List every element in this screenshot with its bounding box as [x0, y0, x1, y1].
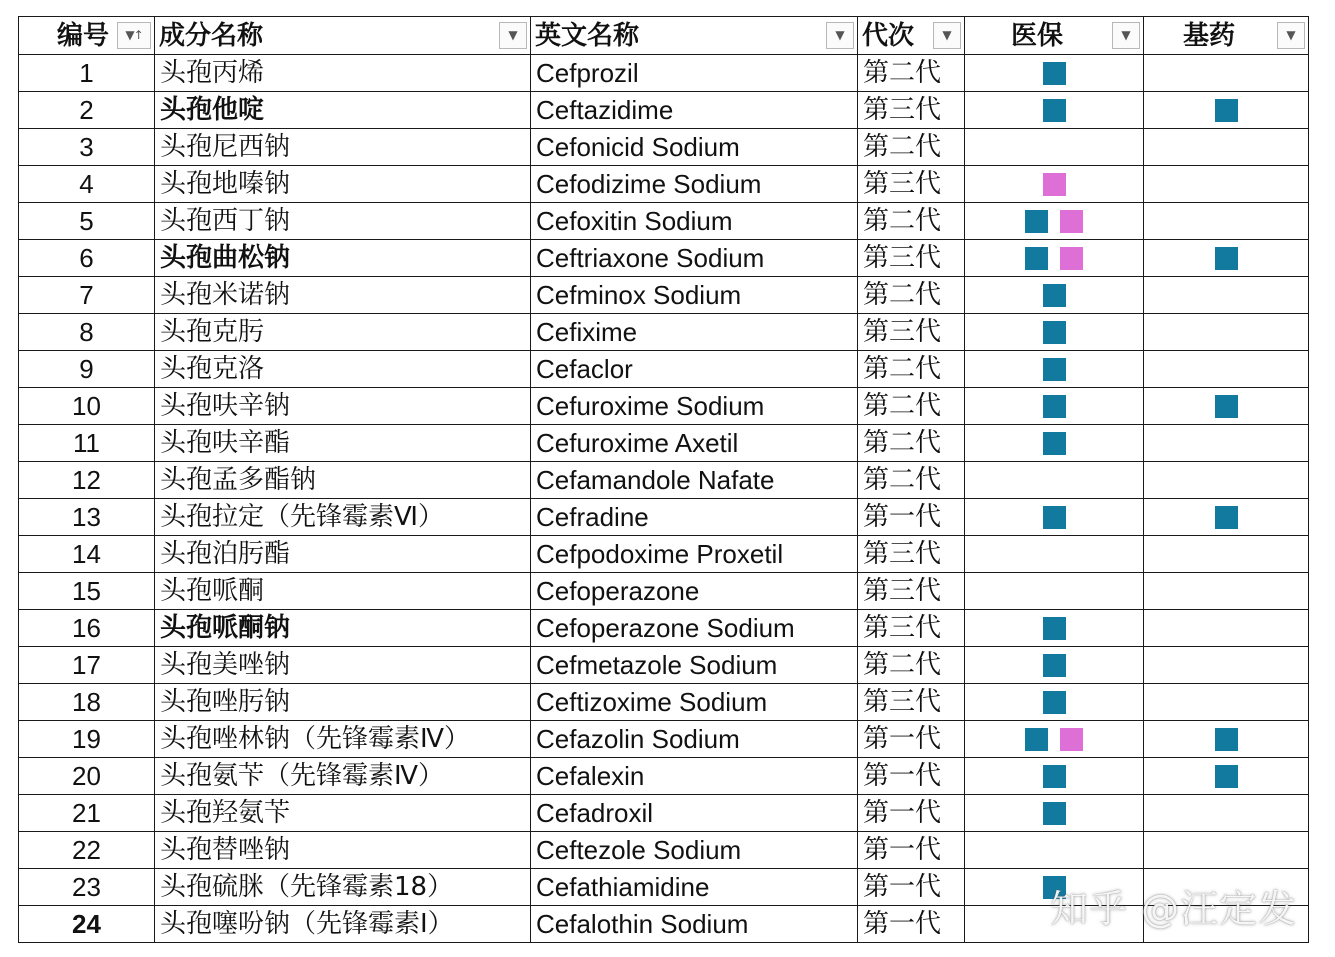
- filter-dropdown-icon[interactable]: ▼: [1277, 22, 1305, 49]
- row-chinese-name[interactable]: 头孢他啶: [155, 92, 531, 129]
- row-generation[interactable]: 第三代: [858, 166, 965, 203]
- insurance-pink-marker: [1060, 728, 1083, 751]
- row-generation[interactable]: 第二代: [858, 647, 965, 684]
- filter-dropdown-icon[interactable]: ▼: [933, 22, 961, 49]
- row-chinese-name[interactable]: 头孢拉定（先锋霉素Ⅵ）: [155, 499, 531, 536]
- row-essential-cell[interactable]: [1144, 129, 1309, 166]
- row-num[interactable]: 21: [19, 795, 155, 832]
- row-insurance-cell[interactable]: [965, 869, 1144, 906]
- table-row: [19, 647, 1309, 684]
- row-num[interactable]: 23: [19, 869, 155, 906]
- row-generation[interactable]: 第三代: [858, 536, 965, 573]
- row-generation[interactable]: 第二代: [858, 277, 965, 314]
- row-chinese-name[interactable]: 头孢硫脒（先锋霉素18）: [155, 869, 531, 906]
- row-generation[interactable]: 第一代: [858, 869, 965, 906]
- row-english-name[interactable]: Cefoxitin Sodium: [531, 203, 858, 240]
- row-insurance-cell[interactable]: [965, 758, 1144, 795]
- row-english-name[interactable]: Ceftizoxime Sodium: [531, 684, 858, 721]
- table-row: [19, 425, 1309, 462]
- row-essential-cell[interactable]: [1144, 906, 1309, 943]
- row-essential-cell[interactable]: [1144, 536, 1309, 573]
- row-chinese-name[interactable]: 头孢地嗪钠: [155, 166, 531, 203]
- row-english-name[interactable]: Cefadroxil: [531, 795, 858, 832]
- insurance-blue-marker: [1043, 691, 1066, 714]
- row-num[interactable]: 10: [19, 388, 155, 425]
- row-insurance-cell[interactable]: [965, 92, 1144, 129]
- row-essential-cell[interactable]: [1144, 647, 1309, 684]
- table-row: [19, 203, 1309, 240]
- row-insurance-cell[interactable]: [965, 277, 1144, 314]
- row-insurance-cell[interactable]: [965, 610, 1144, 647]
- zhihu-watermark: 知乎 @汪定发: [1050, 887, 1298, 931]
- row-essential-cell[interactable]: [1144, 758, 1309, 795]
- row-chinese-name[interactable]: 头孢丙烯: [155, 55, 531, 92]
- row-insurance-cell[interactable]: [965, 906, 1144, 943]
- row-essential-cell[interactable]: [1144, 92, 1309, 129]
- insurance-blue-marker: [1043, 765, 1066, 788]
- filter-dropdown-icon[interactable]: ▼: [1112, 22, 1140, 49]
- insurance-pink-marker: [1060, 247, 1083, 270]
- row-num[interactable]: 14: [19, 536, 155, 573]
- row-essential-cell[interactable]: [1144, 499, 1309, 536]
- row-insurance-cell[interactable]: [965, 240, 1144, 277]
- row-num[interactable]: 4: [19, 166, 155, 203]
- table-row: [19, 388, 1309, 425]
- row-chinese-name[interactable]: 头孢孟多酯钠: [155, 462, 531, 499]
- row-num[interactable]: 5: [19, 203, 155, 240]
- table-row: [19, 906, 1309, 943]
- insurance-blue-marker: [1043, 617, 1066, 640]
- header-generation-label: 代次: [862, 20, 915, 51]
- table-row: [19, 462, 1309, 499]
- table-row: [19, 573, 1309, 610]
- row-english-name[interactable]: Cefminox Sodium: [531, 277, 858, 314]
- row-generation[interactable]: 第三代: [858, 684, 965, 721]
- table-row: [19, 795, 1309, 832]
- row-num[interactable]: 17: [19, 647, 155, 684]
- row-insurance-cell[interactable]: [965, 721, 1144, 758]
- row-english-name[interactable]: Ceftazidime: [531, 92, 858, 129]
- row-generation[interactable]: 第三代: [858, 573, 965, 610]
- row-english-name[interactable]: Cefodizime Sodium: [531, 166, 858, 203]
- row-num[interactable]: 6: [19, 240, 155, 277]
- row-num[interactable]: 24: [19, 906, 155, 943]
- table-row: [19, 536, 1309, 573]
- row-english-name[interactable]: Cefonicid Sodium: [531, 129, 858, 166]
- row-generation[interactable]: 第二代: [858, 203, 965, 240]
- row-chinese-name[interactable]: 头孢哌酮: [155, 573, 531, 610]
- row-num[interactable]: 11: [19, 425, 155, 462]
- row-chinese-name[interactable]: 头孢羟氨苄: [155, 795, 531, 832]
- row-essential-cell[interactable]: [1144, 314, 1309, 351]
- insurance-blue-marker: [1043, 358, 1066, 381]
- row-english-name[interactable]: Cefradine: [531, 499, 858, 536]
- insurance-pink-marker: [1060, 210, 1083, 233]
- row-english-name[interactable]: Cefaclor: [531, 351, 858, 388]
- header-english-name-label: 英文名称: [535, 20, 640, 51]
- row-essential-cell[interactable]: [1144, 425, 1309, 462]
- row-generation[interactable]: 第一代: [858, 832, 965, 869]
- row-chinese-name[interactable]: 头孢呋辛钠: [155, 388, 531, 425]
- essential-blue-marker: [1215, 506, 1238, 529]
- table-row: [19, 610, 1309, 647]
- row-num[interactable]: 7: [19, 277, 155, 314]
- row-insurance-cell[interactable]: [965, 647, 1144, 684]
- row-essential-cell[interactable]: [1144, 240, 1309, 277]
- row-generation[interactable]: 第二代: [858, 462, 965, 499]
- row-num[interactable]: 22: [19, 832, 155, 869]
- header-essential-label: 基药: [1182, 20, 1235, 51]
- row-essential-cell[interactable]: [1144, 832, 1309, 869]
- row-insurance-cell[interactable]: [965, 795, 1144, 832]
- row-chinese-name[interactable]: 头孢氨苄（先锋霉素Ⅳ）: [155, 758, 531, 795]
- table-row: [19, 129, 1309, 166]
- row-num[interactable]: 16: [19, 610, 155, 647]
- row-insurance-cell[interactable]: [965, 573, 1144, 610]
- row-chinese-name[interactable]: 头孢噻吩钠（先锋霉素Ⅰ）: [155, 906, 531, 943]
- row-english-name[interactable]: Cefmetazole Sodium: [531, 647, 858, 684]
- row-essential-cell[interactable]: [1144, 869, 1309, 906]
- row-generation[interactable]: 第一代: [858, 721, 965, 758]
- header-row: [19, 17, 1309, 55]
- row-chinese-name[interactable]: 头孢唑林钠（先锋霉素Ⅳ）: [155, 721, 531, 758]
- row-insurance-cell[interactable]: [965, 536, 1144, 573]
- row-generation[interactable]: 第二代: [858, 388, 965, 425]
- insurance-blue-marker: [1043, 321, 1066, 344]
- row-essential-cell[interactable]: [1144, 795, 1309, 832]
- row-generation[interactable]: 第二代: [858, 351, 965, 388]
- table-row: [19, 166, 1309, 203]
- essential-blue-marker: [1215, 765, 1238, 788]
- insurance-blue-marker: [1043, 506, 1066, 529]
- row-chinese-name[interactable]: 头孢米诺钠: [155, 277, 531, 314]
- table-row: [19, 277, 1309, 314]
- row-num[interactable]: 12: [19, 462, 155, 499]
- row-insurance-cell[interactable]: [965, 203, 1144, 240]
- essential-blue-marker: [1215, 247, 1238, 270]
- row-english-name[interactable]: Cefathiamidine: [531, 869, 858, 906]
- essential-blue-marker: [1215, 728, 1238, 751]
- row-num[interactable]: 1: [19, 55, 155, 92]
- insurance-blue-marker: [1025, 728, 1048, 751]
- header-chinese-name-label: 成分名称: [159, 20, 264, 51]
- row-english-name[interactable]: Cefazolin Sodium: [531, 721, 858, 758]
- row-english-name[interactable]: Cefalothin Sodium: [531, 906, 858, 943]
- row-chinese-name[interactable]: 头孢克洛: [155, 351, 531, 388]
- row-num[interactable]: 15: [19, 573, 155, 610]
- row-chinese-name[interactable]: 头孢替唑钠: [155, 832, 531, 869]
- header-num: [19, 17, 155, 55]
- row-num[interactable]: 8: [19, 314, 155, 351]
- header-generation: [858, 17, 965, 55]
- table-row: [19, 92, 1309, 129]
- row-essential-cell[interactable]: [1144, 55, 1309, 92]
- row-generation[interactable]: 第三代: [858, 610, 965, 647]
- row-english-name[interactable]: Cefalexin: [531, 758, 858, 795]
- row-generation[interactable]: 第二代: [858, 129, 965, 166]
- insurance-blue-marker: [1043, 99, 1066, 122]
- insurance-blue-marker: [1043, 802, 1066, 825]
- table-row: [19, 499, 1309, 536]
- row-num[interactable]: 9: [19, 351, 155, 388]
- row-english-name[interactable]: Cefixime: [531, 314, 858, 351]
- header-chinese-name: [155, 17, 531, 55]
- row-insurance-cell[interactable]: [965, 684, 1144, 721]
- row-english-name[interactable]: Cefuroxime Sodium: [531, 388, 858, 425]
- row-generation[interactable]: 第二代: [858, 55, 965, 92]
- row-essential-cell[interactable]: [1144, 684, 1309, 721]
- row-generation[interactable]: 第一代: [858, 499, 965, 536]
- row-insurance-cell[interactable]: [965, 55, 1144, 92]
- row-english-name[interactable]: Cefpodoxime Proxetil: [531, 536, 858, 573]
- table-row: [19, 314, 1309, 351]
- row-insurance-cell[interactable]: [965, 166, 1144, 203]
- row-generation[interactable]: 第一代: [858, 906, 965, 943]
- row-english-name[interactable]: Ceftezole Sodium: [531, 832, 858, 869]
- header-essential: [1144, 17, 1309, 55]
- row-essential-cell[interactable]: [1144, 388, 1309, 425]
- insurance-blue-marker: [1043, 432, 1066, 455]
- insurance-blue-marker: [1043, 876, 1066, 899]
- row-essential-cell[interactable]: [1144, 166, 1309, 203]
- table-row: [19, 832, 1309, 869]
- essential-blue-marker: [1215, 395, 1238, 418]
- row-essential-cell[interactable]: [1144, 462, 1309, 499]
- table-row: [19, 721, 1309, 758]
- row-chinese-name[interactable]: 头孢唑肟钠: [155, 684, 531, 721]
- row-generation[interactable]: 第一代: [858, 758, 965, 795]
- row-generation[interactable]: 第三代: [858, 240, 965, 277]
- row-english-name[interactable]: Cefoperazone: [531, 573, 858, 610]
- insurance-blue-marker: [1043, 654, 1066, 677]
- row-generation[interactable]: 第二代: [858, 425, 965, 462]
- row-english-name[interactable]: Cefamandole Nafate: [531, 462, 858, 499]
- row-insurance-cell[interactable]: [965, 499, 1144, 536]
- row-generation[interactable]: 第三代: [858, 314, 965, 351]
- insurance-pink-marker: [1043, 173, 1066, 196]
- row-insurance-cell[interactable]: [965, 351, 1144, 388]
- row-english-name[interactable]: Ceftriaxone Sodium: [531, 240, 858, 277]
- row-chinese-name[interactable]: 头孢尼西钠: [155, 129, 531, 166]
- row-chinese-name[interactable]: 头孢西丁钠: [155, 203, 531, 240]
- sort-filter-icon[interactable]: ▼↑: [117, 22, 151, 49]
- row-num[interactable]: 20: [19, 758, 155, 795]
- table-row: [19, 684, 1309, 721]
- header-insurance-label: 医保: [1010, 20, 1063, 51]
- row-chinese-name[interactable]: 头孢哌酮钠: [155, 610, 531, 647]
- row-num[interactable]: 3: [19, 129, 155, 166]
- header-insurance: [965, 17, 1144, 55]
- filter-dropdown-icon[interactable]: ▼: [826, 22, 854, 49]
- row-essential-cell[interactable]: [1144, 277, 1309, 314]
- row-chinese-name[interactable]: 头孢克肟: [155, 314, 531, 351]
- row-chinese-name[interactable]: 头孢呋辛酯: [155, 425, 531, 462]
- insurance-blue-marker: [1025, 210, 1048, 233]
- row-essential-cell[interactable]: [1144, 610, 1309, 647]
- row-essential-cell[interactable]: [1144, 203, 1309, 240]
- row-insurance-cell[interactable]: [965, 462, 1144, 499]
- row-insurance-cell[interactable]: [965, 129, 1144, 166]
- row-english-name[interactable]: Cefprozil: [531, 55, 858, 92]
- row-insurance-cell[interactable]: [965, 388, 1144, 425]
- row-num[interactable]: 13: [19, 499, 155, 536]
- row-num[interactable]: 2: [19, 92, 155, 129]
- row-essential-cell[interactable]: [1144, 351, 1309, 388]
- row-generation[interactable]: 第一代: [858, 795, 965, 832]
- header-english-name: [531, 17, 858, 55]
- row-insurance-cell[interactable]: [965, 425, 1144, 462]
- drug-table: [18, 16, 1309, 943]
- row-chinese-name[interactable]: 头孢曲松钠: [155, 240, 531, 277]
- row-generation[interactable]: 第三代: [858, 92, 965, 129]
- row-insurance-cell[interactable]: [965, 314, 1144, 351]
- table-row: [19, 869, 1309, 906]
- table-row: [19, 758, 1309, 795]
- table-row: [19, 240, 1309, 277]
- row-insurance-cell[interactable]: [965, 832, 1144, 869]
- insurance-blue-marker: [1043, 62, 1066, 85]
- table-row: [19, 55, 1309, 92]
- insurance-blue-marker: [1025, 247, 1048, 270]
- row-essential-cell[interactable]: [1144, 721, 1309, 758]
- row-essential-cell[interactable]: [1144, 573, 1309, 610]
- filter-dropdown-icon[interactable]: ▼: [499, 22, 527, 49]
- row-num[interactable]: 18: [19, 684, 155, 721]
- insurance-blue-marker: [1043, 284, 1066, 307]
- row-num[interactable]: 19: [19, 721, 155, 758]
- insurance-blue-marker: [1043, 395, 1066, 418]
- row-english-name[interactable]: Cefoperazone Sodium: [531, 610, 858, 647]
- row-chinese-name[interactable]: 头孢泊肟酯: [155, 536, 531, 573]
- row-english-name[interactable]: Cefuroxime Axetil: [531, 425, 858, 462]
- table-row: [19, 351, 1309, 388]
- row-chinese-name[interactable]: 头孢美唑钠: [155, 647, 531, 684]
- essential-blue-marker: [1215, 99, 1238, 122]
- header-num-label: 编号: [57, 20, 110, 51]
